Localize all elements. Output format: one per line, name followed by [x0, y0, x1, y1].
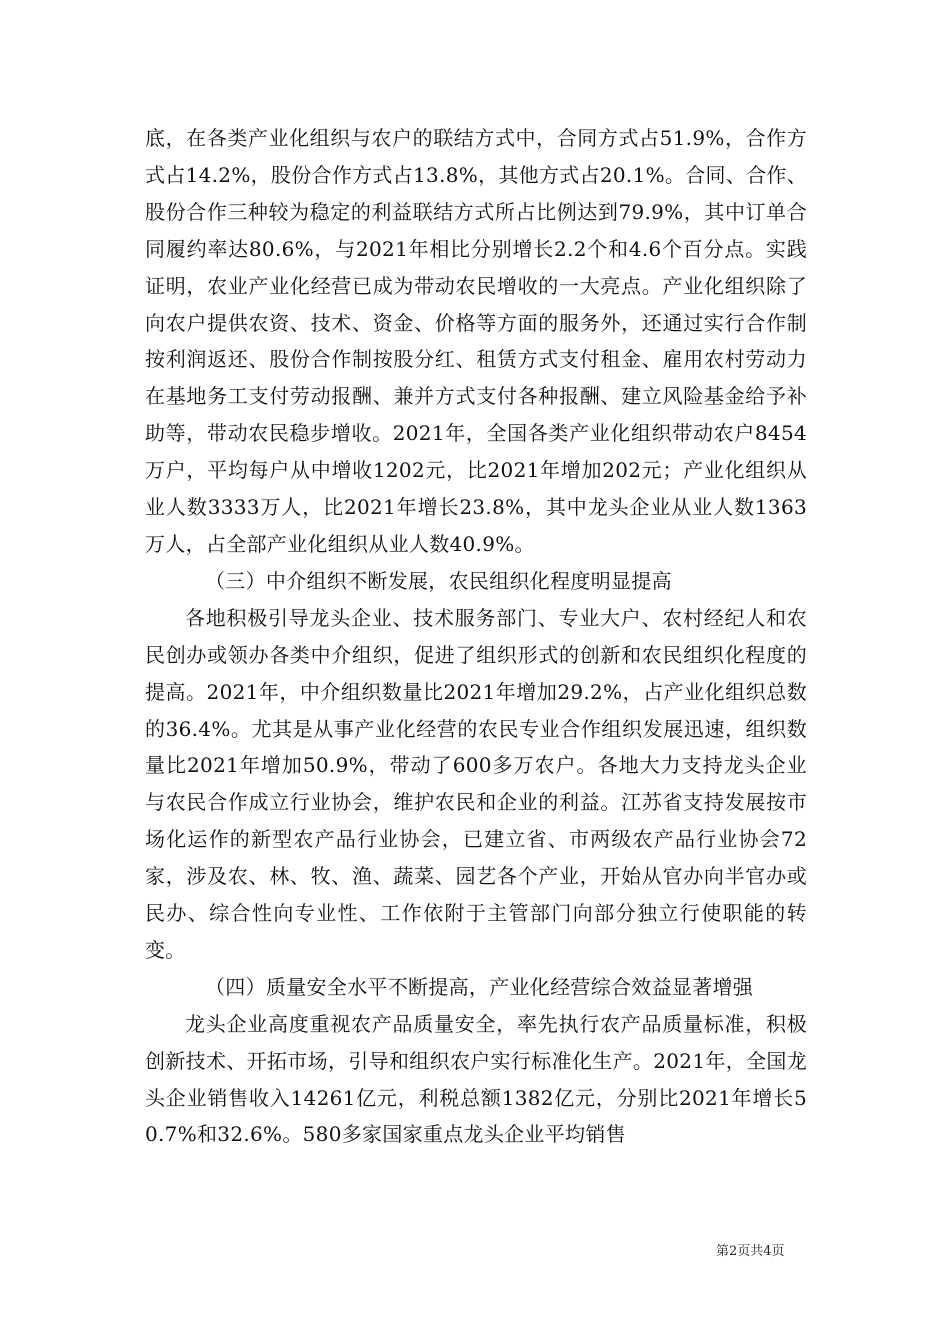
document-body — [145, 120, 807, 1153]
section-heading-four: （四）质量安全水平不断提高，产业化经营综合效益显著增强 — [205, 974, 754, 999]
paragraph-intermediary-organizations: 各地积极引导龙头企业、技术服务部门、专业大户、农村经纪人和农民创办或领办各类中介组织，促进了组织形式的创新和农民组织化程度的提高。2021年，中介组织数量比2021年增加29.2%，占产业化组织总数的36.4%。尤其是从事产业化经营的农民专业合作组织发展迅速，组织数量比2021年增加50.9%，带动了600多万农户。各地大力支持龙头企业与农民合作成立行业协会，维护农民和企业的利益。江苏省支持发展按市场化运作的新型农产品行业协会，已建立省、市两级农产品行业协会72家，涉及农、林、牧、渔、蔬菜、园艺各个产业，开始从官办向半官办或民办、综合性向专业性、工作依附于主管部门向部分独立行使职能的转变。 — [145, 605, 807, 962]
paragraph-continuation: 底，在各类产业化组织与农户的联结方式中，合同方式占51.9%，合作方式占14.2%，股份合作方式占13.8%，其他方式占20.1%。合同、合作、股份合作三种较为稳定的利益联结方式所占比例达到79.9%，其中订单合同履约率达80.6%，与2021年相比分别增长2.2个和4.6个百分点。实践证明，农业产业化经营已成为带动农民增收的一大亮点。产业化组织除了向农户提供农资、技术、资金、价格等方面的服务外，还通过实行合作制按利润返还、股份合作制按股分红、租赁方式支付租金、雇用农村劳动力在基地务工支付劳动报酬、兼并方式支付各种报酬、建立风险基金给予补助等，带动农民稳步增收。2021年，全国各类产业化组织带动农户8454万户，平均每户从中增收1202元，比2021年增加202元；产业化组织从业人数3333万人，比2021年增长23.8%，其中龙头企业从业人数1363万人，占全部产业化组织从业人数40.9%。 — [145, 126, 808, 556]
section-heading-three: （三）中介组织不断发展，农民组织化程度明显提高 — [205, 568, 672, 593]
page-number-footer: 第2页共4页 — [716, 1244, 785, 1259]
paragraph-quality-safety: 龙头企业高度重视农产品质量安全，率先执行农产品质量标准，积极创新技术、开拓市场，引导和组织农户实行标准化生产。2021年，全国龙头企业销售收入14261亿元，利税总额1382亿元，分别比2021年增长50.7%和32.6%。580多家国家重点龙头企业平均销售 — [145, 1011, 807, 1147]
